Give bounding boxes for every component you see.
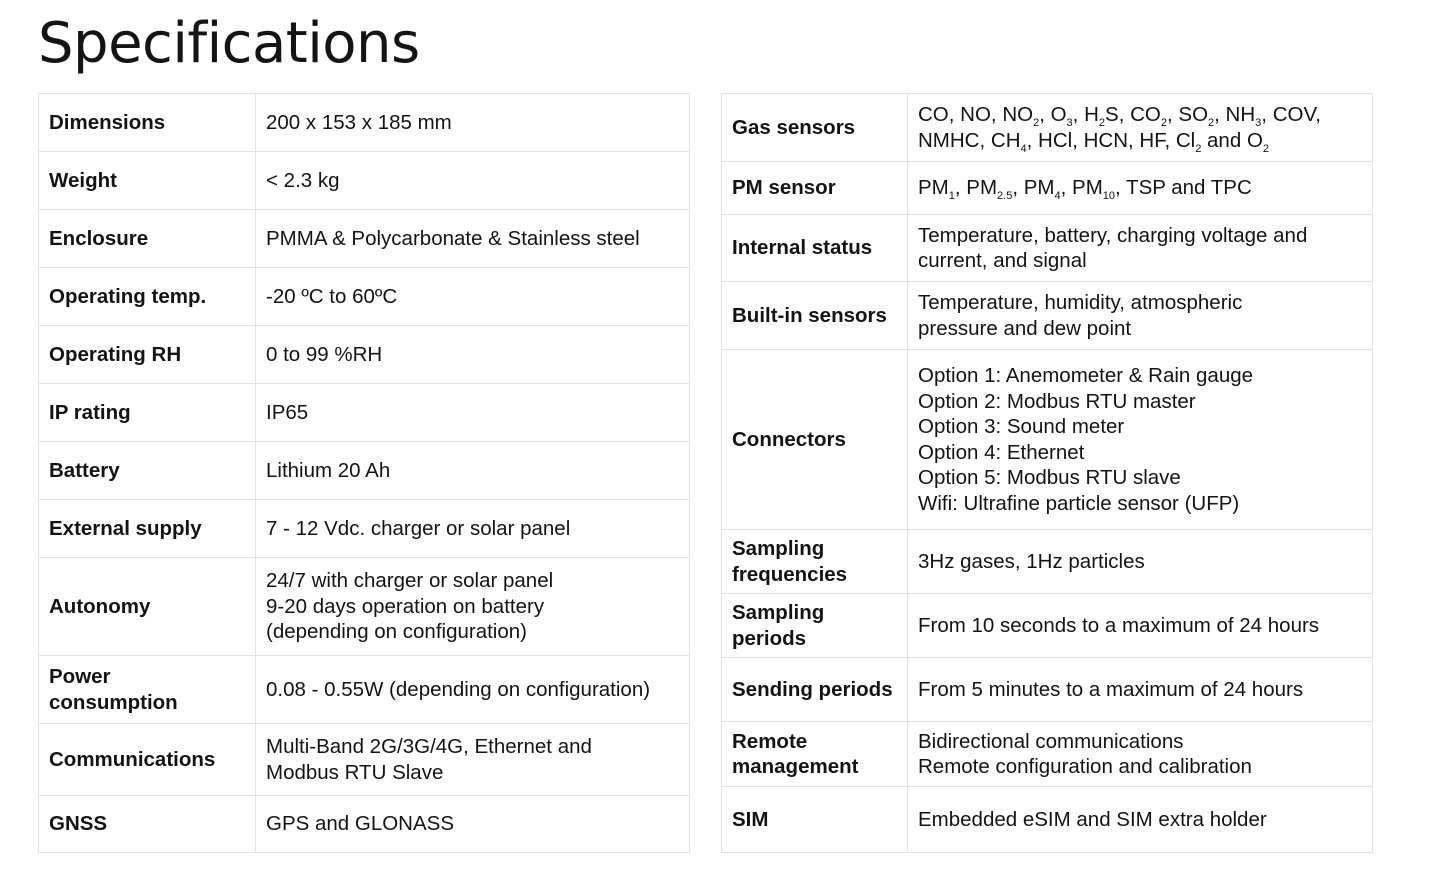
spec-value-gas-sensors: CO, NO, $NO_2$, $O_3$, $H_2S$, $CO_2$, $SO_2$, $NH_3$, COV, NMHC, $CH_4$, HCl, HCN, HF, $Cl_2$ and $O_2$ <box>908 94 1373 162</box>
table-row <box>39 724 690 796</box>
spec-value-pm-sensor: $PM_1$, $PM_{2.5}$, $PM_4$, $PM_{10}$, TSP and TPC <box>908 162 1373 215</box>
table-row <box>722 94 1373 162</box>
table-row <box>722 350 1373 530</box>
table-row <box>722 787 1373 853</box>
table-row <box>722 594 1373 658</box>
table-row <box>39 796 690 853</box>
spec-value: From 5 minutes to a maximum of 24 hours <box>908 658 1373 722</box>
spec-label: External supply <box>39 500 256 558</box>
spec-value: Lithium 20 Ah <box>256 442 690 500</box>
table-row <box>39 268 690 326</box>
spec-label: PM sensor <box>722 162 908 215</box>
spec-value: 0.08 - 0.55W (depending on configuration) <box>256 656 690 724</box>
spec-value: < 2.3 kg <box>256 152 690 210</box>
spec-value: Temperature, humidity, atmospheric pressure and dew point <box>908 282 1373 350</box>
table-row <box>39 210 690 268</box>
spec-table-right <box>721 93 1373 853</box>
spec-label: Internal status <box>722 215 908 282</box>
spec-label: Communications <box>39 724 256 796</box>
table-row <box>39 656 690 724</box>
table-row <box>39 500 690 558</box>
spec-value: GPS and GLONASS <box>256 796 690 853</box>
spec-label: Power consumption <box>39 656 256 724</box>
table-row <box>39 558 690 656</box>
spec-label: SIM <box>722 787 908 853</box>
spec-label: Built-in sensors <box>722 282 908 350</box>
spec-value: Bidirectional communications Remote configuration and calibration <box>908 722 1373 787</box>
spec-label: Enclosure <box>39 210 256 268</box>
spec-value: Option 1: Anemometer & Rain gauge Option 2: Modbus RTU master Option 3: Sound meter Option 4: Ethernet Option 5: Modbus RTU slave Wifi: Ultrafine particle sensor (UFP) <box>908 350 1373 530</box>
table-row <box>722 658 1373 722</box>
spec-label: Connectors <box>722 350 908 530</box>
table-row <box>722 215 1373 282</box>
table-row <box>39 384 690 442</box>
spec-label: Sampling frequencies <box>722 530 908 594</box>
table-row <box>39 326 690 384</box>
table-row <box>39 442 690 500</box>
table-row <box>722 162 1373 215</box>
spec-value: -20 ºC to 60ºC <box>256 268 690 326</box>
spec-table-left <box>38 93 690 853</box>
spec-value: Temperature, battery, charging voltage and current, and signal <box>908 215 1373 282</box>
spec-label: Sampling periods <box>722 594 908 658</box>
spec-value: 200 x 153 x 185 mm <box>256 94 690 152</box>
spec-value: From 10 seconds to a maximum of 24 hours <box>908 594 1373 658</box>
table-row <box>722 282 1373 350</box>
spec-value: 7 - 12 Vdc. charger or solar panel <box>256 500 690 558</box>
spec-label: Operating RH <box>39 326 256 384</box>
spec-label: Gas sensors <box>722 94 908 162</box>
spec-value: Multi-Band 2G/3G/4G, Ethernet and Modbus RTU Slave <box>256 724 690 796</box>
spec-label: Operating temp. <box>39 268 256 326</box>
spec-label: Autonomy <box>39 558 256 656</box>
spec-value: 3Hz gases, 1Hz particles <box>908 530 1373 594</box>
spec-value: PMMA & Polycarbonate & Stainless steel <box>256 210 690 268</box>
spec-value: IP65 <box>256 384 690 442</box>
spec-label: Weight <box>39 152 256 210</box>
spec-value: 24/7 with charger or solar panel 9-20 days operation on battery (depending on configuration) <box>256 558 690 656</box>
spec-value: Embedded eSIM and SIM extra holder <box>908 787 1373 853</box>
table-row <box>39 94 690 152</box>
spec-label: Remote management <box>722 722 908 787</box>
spec-label: Dimensions <box>39 94 256 152</box>
table-row <box>722 722 1373 787</box>
page-title: Specifications <box>38 11 420 76</box>
spec-value: 0 to 99 %RH <box>256 326 690 384</box>
spec-label: Battery <box>39 442 256 500</box>
spec-label: GNSS <box>39 796 256 853</box>
spec-label: Sending periods <box>722 658 908 722</box>
table-row <box>722 530 1373 594</box>
spec-label: IP rating <box>39 384 256 442</box>
table-row <box>39 152 690 210</box>
